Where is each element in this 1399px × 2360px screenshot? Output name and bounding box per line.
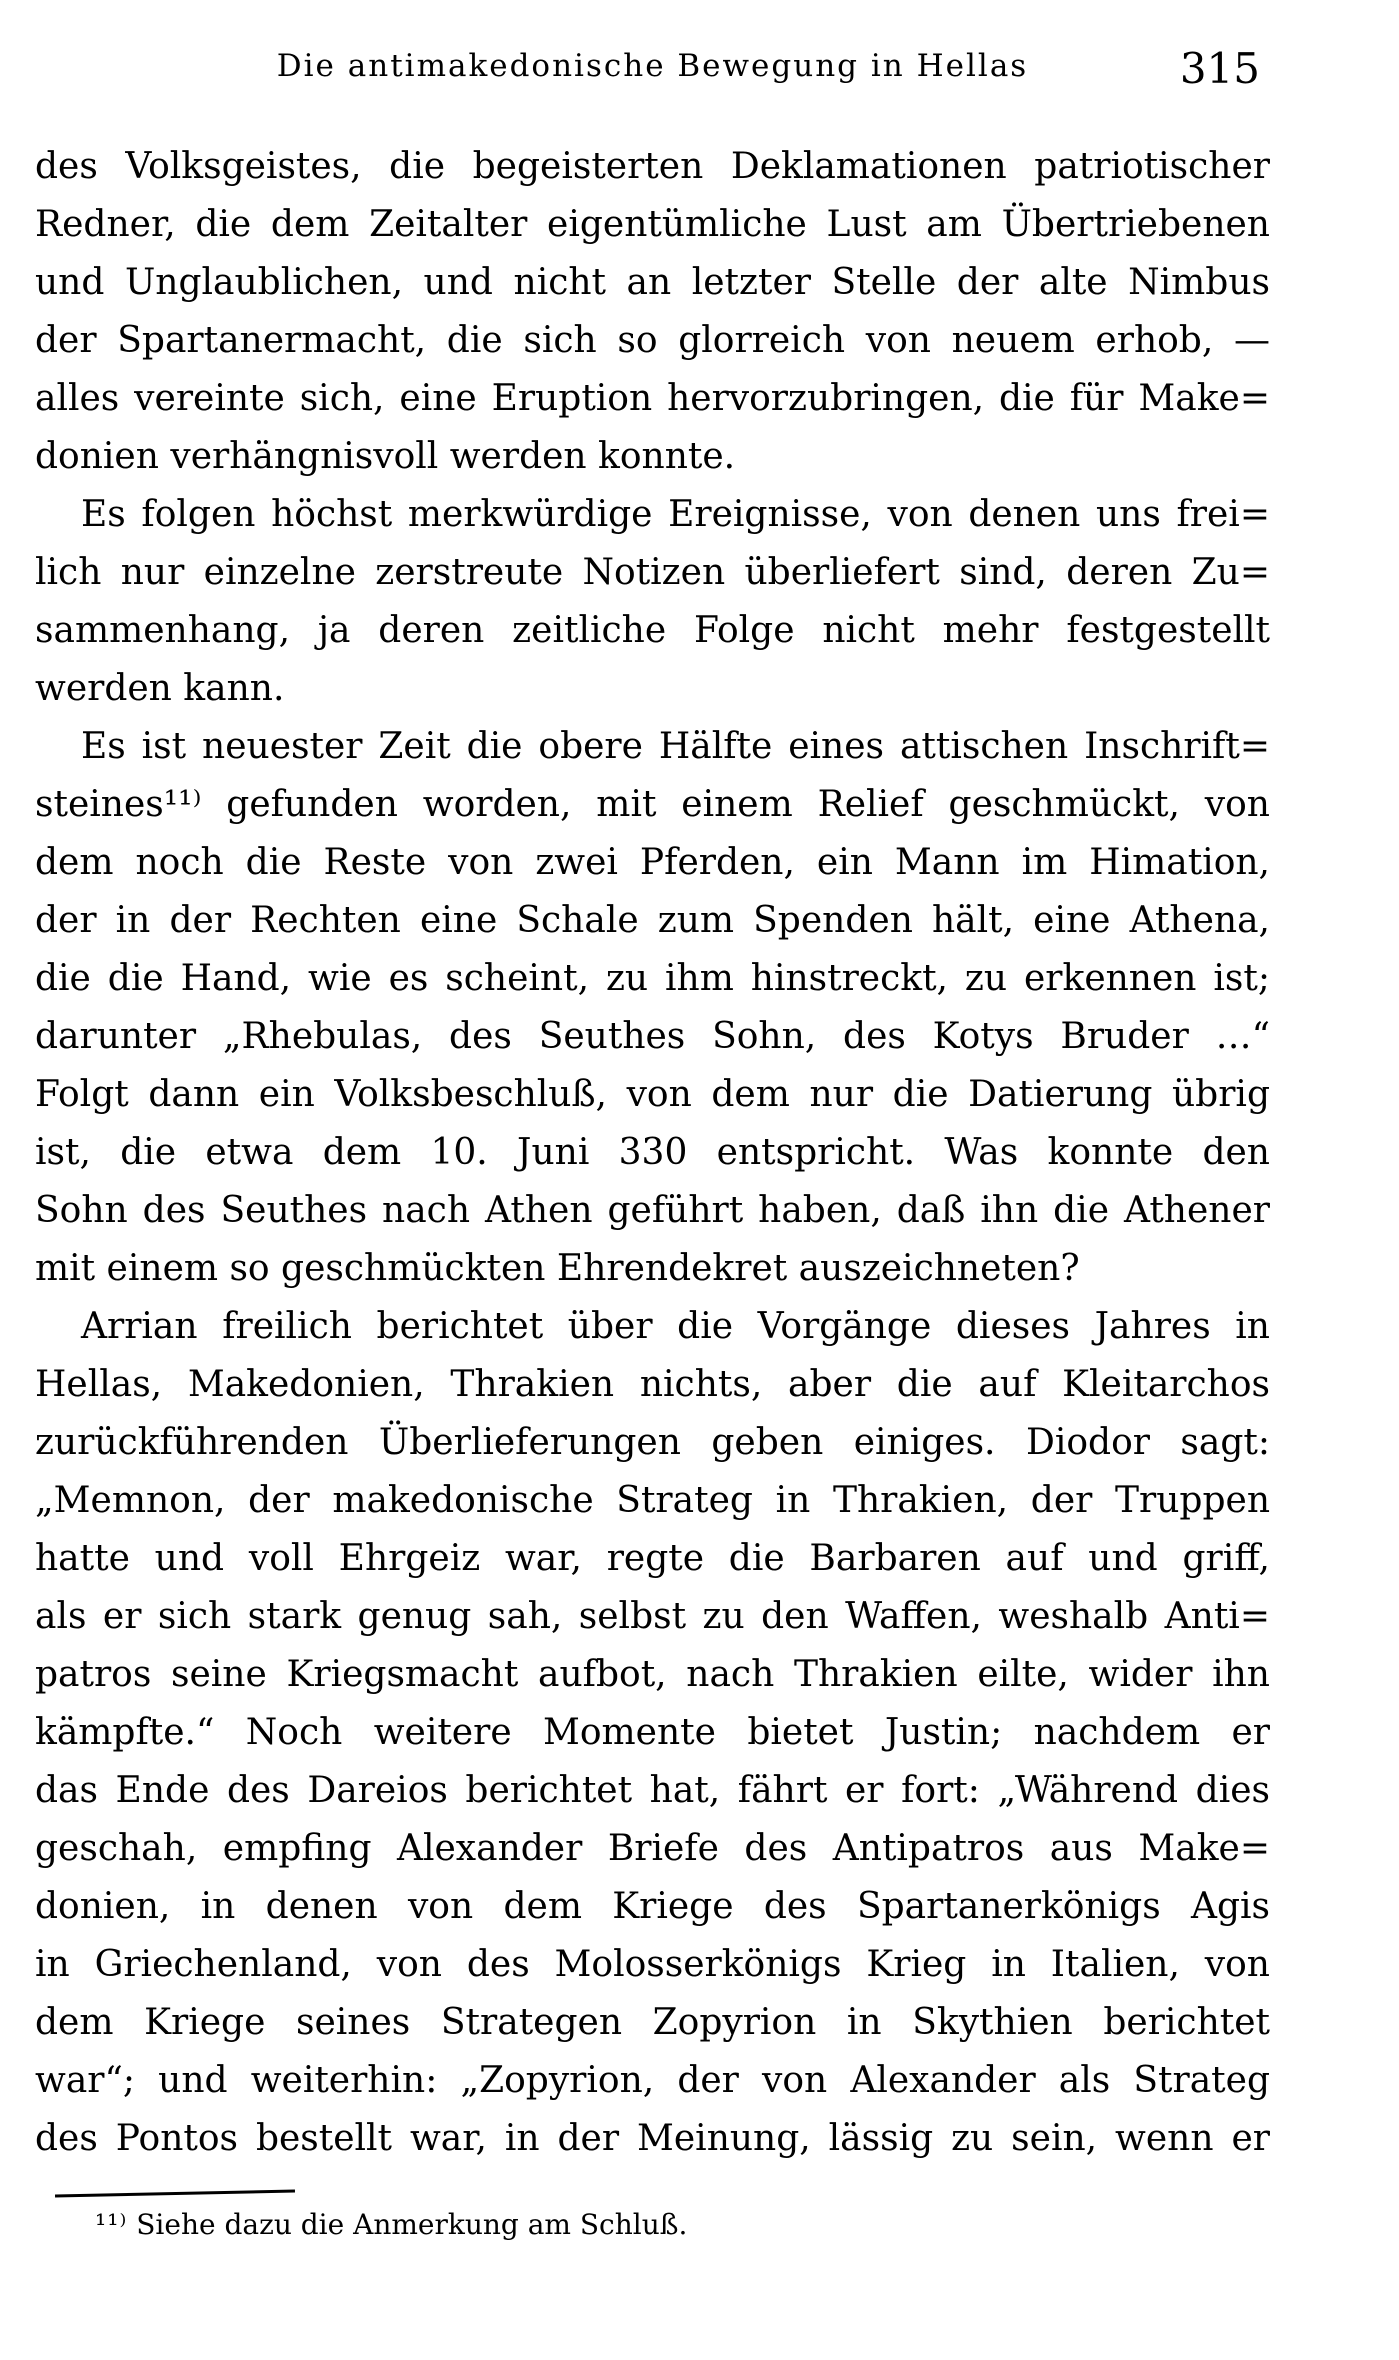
text-line: werden kann. — [35, 668, 285, 709]
text-line: hatte und voll Ehrgeiz war, regte die Barbaren auf und griff, — [35, 1538, 1270, 1579]
text-line: als er sich stark genug sah, selbst zu den Waffen, weshalb Anti= — [35, 1596, 1270, 1637]
footnote — [95, 2205, 687, 2244]
text-line: des Volksgeistes, die begeisterten Deklamationen patriotischer — [35, 146, 1270, 187]
text-line: alles vereinte sich, eine Eruption hervorzubringen, die für Make= — [35, 378, 1270, 419]
text-line: der in der Rechten eine Schale zum Spenden hält, eine Athena, — [35, 900, 1270, 941]
text-line: zurückführenden Überlieferungen geben einiges. Diodor sagt: — [35, 1422, 1270, 1463]
text-line: ist, die etwa dem 10. Juni 330 entspricht. Was konnte den — [35, 1132, 1270, 1173]
text-line: Es folgen höchst merkwürdige Ereignisse, von denen uns frei= — [81, 494, 1270, 535]
text-line: dem Kriege seines Strategen Zopyrion in Skythien berichtet — [35, 2002, 1270, 2043]
text-line: donien, in denen von dem Kriege des Spartanerkönigs Agis — [35, 1886, 1270, 1927]
footnote-text: Siehe dazu die Anmerkung am Schluß. — [136, 2208, 688, 2241]
footnote-marker: ¹¹⁾ — [95, 2208, 128, 2241]
paragraph — [35, 486, 1270, 718]
text-line: der Spartanermacht, die sich so glorreich von neuem erhob, — — [35, 320, 1270, 361]
text-line: Folgt dann ein Volksbeschluß, von dem nur die Datierung übrig — [35, 1074, 1270, 1115]
text-line: Hellas, Makedonien, Thrakien nichts, aber die auf Kleitarchos — [35, 1364, 1270, 1405]
text-line: lich nur einzelne zerstreute Notizen überliefert sind, deren Zu= — [35, 552, 1270, 593]
paragraph — [35, 138, 1270, 486]
text-line: das Ende des Dareios berichtet hat, fährt er fort: „Während dies — [35, 1770, 1270, 1811]
text-line: die die Hand, wie es scheint, zu ihm hinstreckt, zu erkennen ist; — [35, 958, 1270, 999]
text-line: in Griechenland, von des Molosserkönigs Krieg in Italien, von — [35, 1944, 1270, 1985]
text-line: patros seine Kriegsmacht aufbot, nach Thrakien eilte, wider ihn — [35, 1654, 1270, 1695]
text-line: donien verhängnisvoll werden konnte. — [35, 436, 736, 477]
text-line: kämpfte.“ Noch weitere Momente bietet Justin; nachdem er — [35, 1712, 1270, 1753]
running-header-title: Die antimakedonische Bewegung in Hellas — [276, 48, 1029, 84]
text-line: und Unglaublichen, und nicht an letzter Stelle der alte Nimbus — [35, 262, 1270, 303]
page-number: 315 — [1179, 44, 1260, 93]
text-line: steines¹¹⁾ gefunden worden, mit einem Relief geschmückt, von — [35, 784, 1270, 825]
text-line: mit einem so geschmückten Ehrendekret auszeichneten? — [35, 1248, 1080, 1289]
page-header — [35, 40, 1270, 100]
text-line: Sohn des Seuthes nach Athen geführt haben, daß ihn die Athener — [35, 1190, 1270, 1231]
footnote-divider — [55, 2189, 295, 2197]
text-line: des Pontos bestellt war, in der Meinung, lässig zu sein, wenn er — [35, 2118, 1270, 2159]
text-line: dem noch die Reste von zwei Pferden, ein Mann im Himation, — [35, 842, 1270, 883]
text-column — [35, 40, 1270, 2168]
text-line: darunter „Rhebulas, des Seuthes Sohn, des Kotys Bruder …“ — [35, 1016, 1270, 1057]
paragraph — [35, 718, 1270, 1298]
text-block — [35, 138, 1270, 2168]
text-line: „Memnon, der makedonische Strateg in Thrakien, der Truppen — [35, 1480, 1270, 1521]
text-line: Arrian freilich berichtet über die Vorgänge dieses Jahres in — [81, 1306, 1270, 1347]
paragraph — [35, 1298, 1270, 2168]
text-line: Es ist neuester Zeit die obere Hälfte eines attischen Inschrift= — [81, 726, 1270, 767]
text-line: war“; und weiterhin: „Zopyrion, der von Alexander als Strateg — [35, 2060, 1270, 2101]
text-line: Redner, die dem Zeitalter eigentümliche Lust am Übertriebenen — [35, 204, 1270, 245]
text-line: sammenhang, ja deren zeitliche Folge nicht mehr festgestellt — [35, 610, 1270, 651]
text-line: geschah, empfing Alexander Briefe des Antipatros aus Make= — [35, 1828, 1270, 1869]
